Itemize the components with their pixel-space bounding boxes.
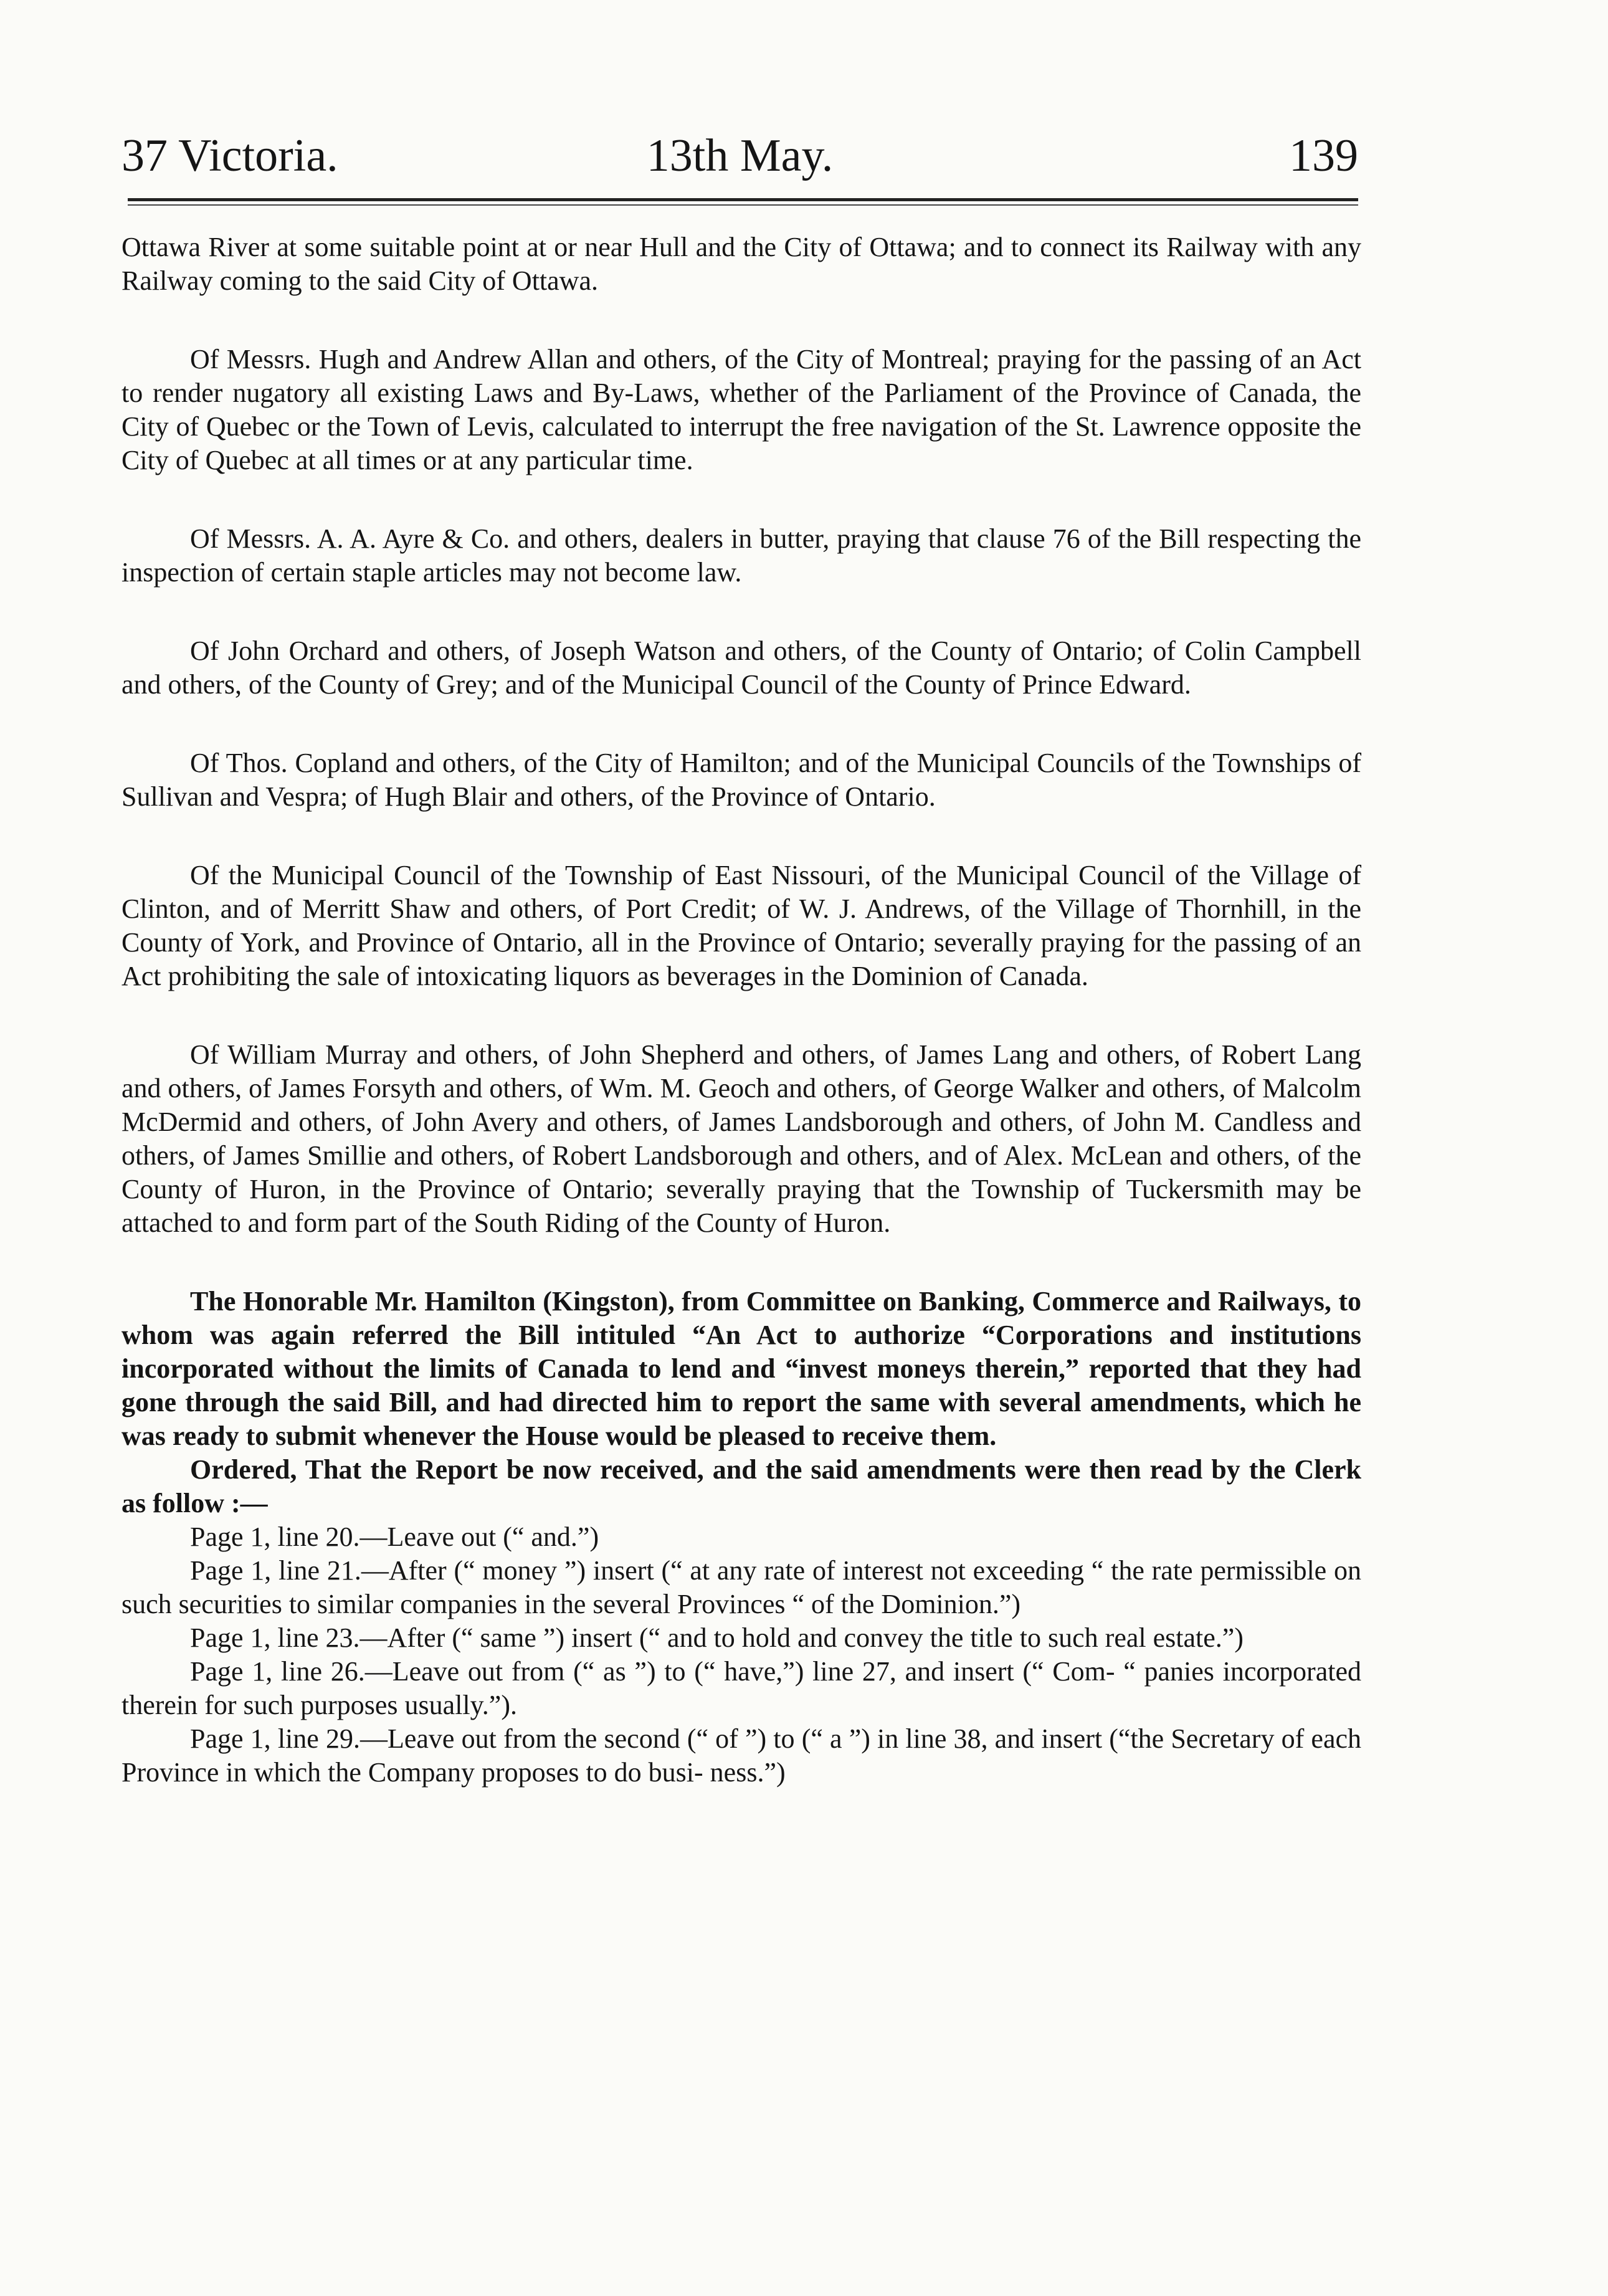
petition-paragraph: Of the Municipal Council of the Township of East Nissouri, of the Municipal Council of the Village of Clinton, and of Merritt Shaw and others, of Port Credit; of W. J. Andrews, of the Village of Thornhill, in the County of York, and Province of Ontario, all in the Province of Ontario; severally praying for the passing of an Act prohibiting the sale of intoxicating liquors as beverages in the Dominion of Canada. [121, 860, 1361, 991]
amendment-item: Page 1, line 29.—Leave out from the second (“ of ”) to (“ a ”) in line 38, and insert (“the Secretary of each Province in which the Company proposes to do busi- ness.”) [121, 1723, 1361, 1788]
header-rule-thin [128, 204, 1358, 206]
petition-paragraph: Ottawa River at some suitable point at or near Hull and the City of Ottawa; and to connect its Railway with any Railway coming to the said City of Ottawa. [121, 232, 1361, 296]
petition-paragraph: Of Messrs. Hugh and Andrew Allan and others, of the City of Montreal; praying for the passing of an Act to render nugatory all existing Laws and By-Laws, whether of the Parliament of the Province of Canada, the City of Quebec or the Town of Levis, calculated to interrupt the free navigation of the St. Lawrence opposite the City of Quebec at all times or at any particular time. [121, 344, 1361, 475]
header-rule [128, 198, 1358, 201]
amendment-item: Page 1, line 23.—After (“ same ”) insert (“ and to hold and convey the title to such real estate.”) [190, 1622, 1244, 1653]
ordered-clause: Ordered, That the Report be now received, and the said amendments were then read by the Clerk as follow :— [121, 1454, 1361, 1518]
committee-report: The Honorable Mr. Hamilton (Kingston), from Committee on Banking, Commerce and Railways, to whom was again referred the Bill intituled “An Act to authorize “Corporations and institutions incorporated without the limits of Canada to lend and “invest moneys therein,” reported that they had gone through the said Bill, and had directed him to report the same with several amendments, which he was ready to submit whenever the House would be pleased to receive them. [121, 1286, 1361, 1451]
amendment-item: Page 1, line 26.—Leave out from (“ as ”) to (“ have,”) line 27, and insert (“ Com- “ panies incorporated therein for such purposes usually.”). [121, 1656, 1361, 1720]
petition-paragraph: Of Thos. Copland and others, of the City of Hamilton; and of the Municipal Councils of the Townships of Sullivan and Vespra; of Hugh Blair and others, of the Province of Ontario. [121, 748, 1361, 812]
page-header [121, 121, 1358, 190]
header-page-number: 139 [1289, 130, 1358, 181]
petition-paragraph: Of Messrs. A. A. Ayre & Co. and others, dealers in butter, praying that clause 76 of the Bill respecting the inspection of certain staple articles may not become law. [121, 523, 1361, 588]
header-date: 13th May. [646, 130, 834, 181]
petition-paragraph: Of John Orchard and others, of Joseph Watson and others, of the County of Ontario; of Colin Campbell and others, of the County of Grey; and of the Municipal Council of the County of Prince Edward. [121, 636, 1361, 700]
header-regnal-year: 37 Victoria. [121, 130, 338, 181]
page-body [121, 231, 1361, 1789]
amendment-item: Page 1, line 21.—After (“ money ”) insert (“ at any rate of interest not exceeding “ the rate permissible on such securities to similar companies in the several Provinces “ of the Dominion.”) [121, 1555, 1361, 1619]
petition-paragraph: Of William Murray and others, of John Shepherd and others, of James Lang and others, of Robert Lang and others, of James Forsyth and others, of Wm. M. Geoch and others, of George Walker and others, of Malcolm McDermid and others, of John Avery and others, of James Landsborough and others, of John M. Candless and others, of James Smillie and others, of Robert Landsborough and others, and of Alex. McLean and others, of the County of Huron, in the Province of Ontario; severally praying that the Township of Tuckersmith may be attached to and form part of the South Riding of the County of Huron. [121, 1039, 1361, 1238]
amendment-item: Page 1, line 20.—Leave out (“ and.”) [190, 1522, 599, 1552]
